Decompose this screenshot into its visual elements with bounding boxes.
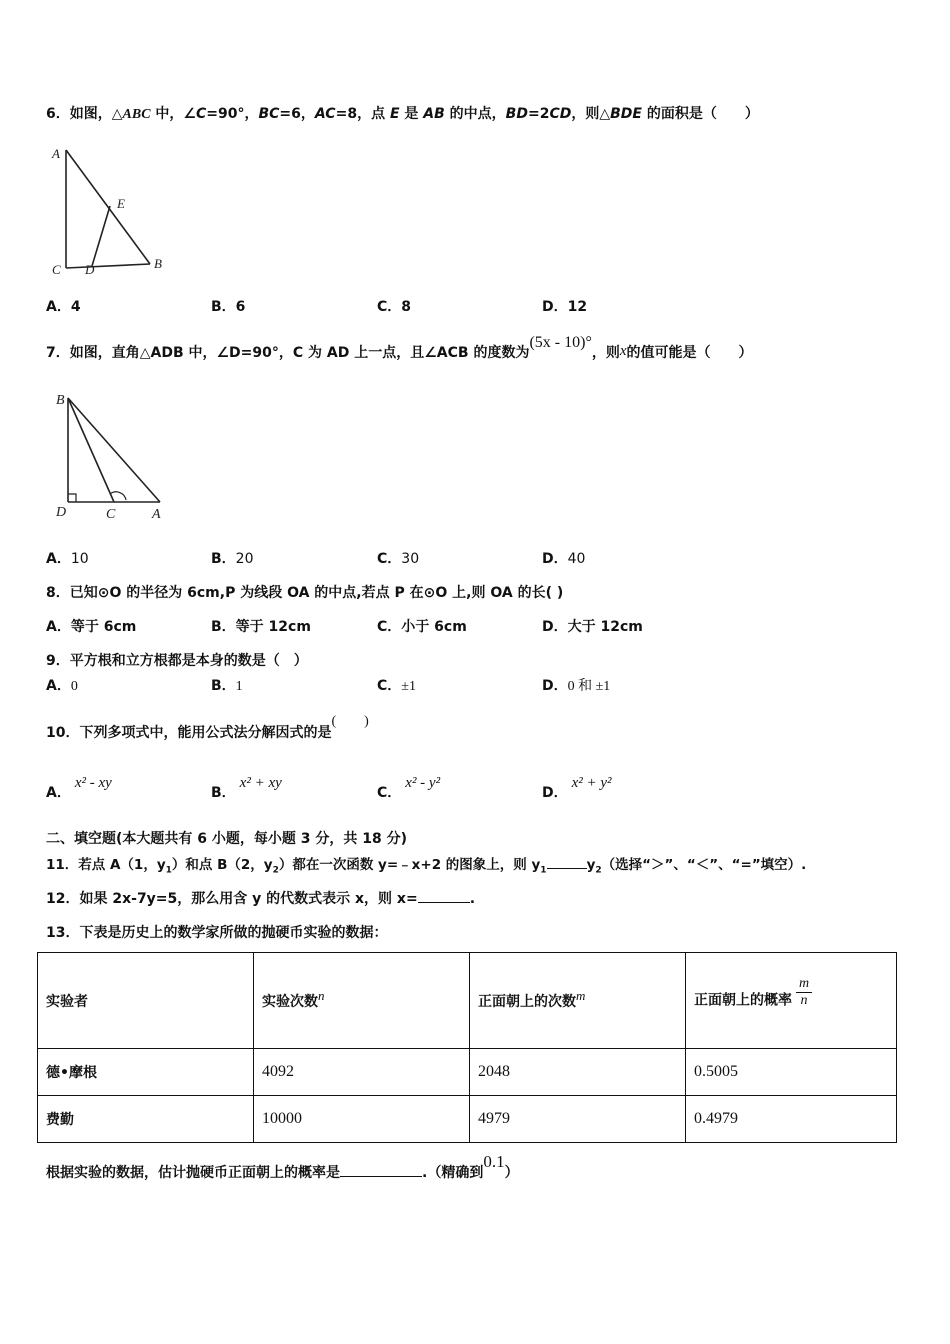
q6-label-c: C bbox=[52, 262, 61, 277]
q7-segment-bc bbox=[68, 398, 114, 502]
q7-option-c[interactable]: C．30 bbox=[377, 551, 420, 567]
q7-stem: 7．如图，直角△ADB 中，∠D=90°，C 为 AD 上一点，且∠ACB 的度数为(5x - 10)°，则x的值可能是（ ） bbox=[46, 334, 753, 361]
q6-side-cb bbox=[66, 264, 150, 268]
q9-option-d[interactable]: D．0 和 ±1 bbox=[542, 678, 611, 694]
q7-formula: (5x - 10)° bbox=[529, 334, 592, 351]
q11-answer-blank[interactable] bbox=[547, 868, 587, 869]
q9-stem: 9．平方根和立方根都是本身的数是（ ） bbox=[46, 653, 308, 669]
q7-option-a[interactable]: A．10 bbox=[46, 551, 89, 567]
q6-side-ab bbox=[66, 150, 150, 264]
q12-answer-blank[interactable] bbox=[418, 902, 470, 903]
q6-option-a[interactable]: A．4 bbox=[46, 299, 81, 315]
section-2-heading: 二、填空题(本大题共有 6 小题，每小题 3 分，共 18 分) bbox=[46, 831, 408, 847]
q8-option-b[interactable]: B．等于 12cm bbox=[211, 619, 311, 635]
q11-stem: 11．若点 A（1，$y_1$）和点 B（2，$y_2$）都在一次函数 y=﹣x+2 的图象上，则 $y_1$ $y_2$（选择“＞”、“＜”、“=”填空）. bbox=[46, 857, 807, 876]
q7-right-angle-mark bbox=[68, 494, 76, 502]
q8-option-d[interactable]: D．大于 12cm bbox=[542, 619, 643, 635]
q7-label-d: D bbox=[56, 505, 67, 520]
q9-option-a[interactable]: A．0 bbox=[46, 678, 78, 694]
cell-heads-count: 4979 bbox=[470, 1096, 686, 1143]
cell-experimenter: 德•摩根 bbox=[38, 1049, 254, 1096]
q7-side-ba bbox=[68, 398, 160, 502]
cell-heads-count: 2048 bbox=[470, 1049, 686, 1096]
table-header-row bbox=[38, 953, 897, 1049]
q13-answer-blank[interactable] bbox=[340, 1176, 422, 1177]
q6-segment-de bbox=[92, 206, 110, 266]
q7-label-c: C bbox=[106, 507, 116, 522]
q8-stem: 8．已知⊙O 的半径为 6cm,P 为线段 OA 的中点,若点 P 在⊙O 上,则 OA 的长( ) bbox=[46, 585, 564, 601]
q6-figure bbox=[40, 140, 190, 280]
cell-trials: 10000 bbox=[254, 1096, 470, 1143]
q10-stem: 10．下列多项式中，能用公式法分解因式的是( ) bbox=[46, 714, 369, 741]
header-experimenter: 实验者 bbox=[38, 953, 254, 1049]
q7-label-b: B bbox=[56, 393, 65, 408]
q6-option-d[interactable]: D．12 bbox=[542, 299, 588, 315]
q10-option-c[interactable]: C．x² - y² bbox=[377, 775, 441, 801]
q6-label-e: E bbox=[117, 196, 125, 211]
q7-option-d[interactable]: D．40 bbox=[542, 551, 586, 567]
header-heads-probability: 正面朝上的概率 $\frac{m}{n}$ bbox=[686, 953, 897, 1049]
cell-experimenter: 费勤 bbox=[38, 1096, 254, 1143]
cell-heads-probability: 0.4979 bbox=[686, 1096, 897, 1143]
table-row bbox=[38, 1096, 897, 1143]
cell-heads-probability: 0.5005 bbox=[686, 1049, 897, 1096]
q7-label-a: A bbox=[152, 507, 161, 522]
cell-trials: 4092 bbox=[254, 1049, 470, 1096]
q6-option-b[interactable]: B．6 bbox=[211, 299, 246, 315]
coin-toss-table bbox=[37, 952, 897, 1143]
q7-option-b[interactable]: B．20 bbox=[211, 551, 254, 567]
q12-stem: 12．如果 2x-7y=5，那么用含 y 的代数式表示 x，则 x= . bbox=[46, 891, 476, 907]
q13-stem: 13．下表是历史上的数学家所做的抛硬币实验的数据： bbox=[46, 925, 388, 941]
q8-option-c[interactable]: C．小于 6cm bbox=[377, 619, 467, 635]
q10-option-b[interactable]: B．x² + xy bbox=[211, 775, 282, 801]
header-heads-count: 正面朝上的次数m bbox=[470, 953, 686, 1049]
probability-fraction: $\frac{m}{n}$ bbox=[796, 976, 812, 1009]
q9-option-c[interactable]: C．±1 bbox=[377, 678, 416, 694]
q13-footer: 根据实验的数据，估计抛硬币正面朝上的概率是 .（精确到0.1） bbox=[46, 1152, 519, 1181]
q6-label-a: A bbox=[52, 146, 60, 161]
q6-label-d: D bbox=[85, 262, 95, 277]
q6-stem: 6．如图，△ABC 中，∠C=90°，BC=6，AC=8，点 E 是 AB 的中点，BD=2CD，则△BDE 的面积是（ ） bbox=[46, 106, 759, 122]
q6-label-b: B bbox=[154, 256, 162, 271]
q6-option-c[interactable]: C．8 bbox=[377, 299, 412, 315]
q7-figure bbox=[48, 388, 178, 528]
q8-option-a[interactable]: A．等于 6cm bbox=[46, 619, 137, 635]
header-trials: 实验次数n bbox=[254, 953, 470, 1049]
q9-option-b[interactable]: B．1 bbox=[211, 678, 243, 694]
q10-option-a[interactable]: A．x² - xy bbox=[46, 775, 112, 801]
table-row bbox=[38, 1049, 897, 1096]
q10-option-d[interactable]: D．x² + y² bbox=[542, 775, 612, 801]
